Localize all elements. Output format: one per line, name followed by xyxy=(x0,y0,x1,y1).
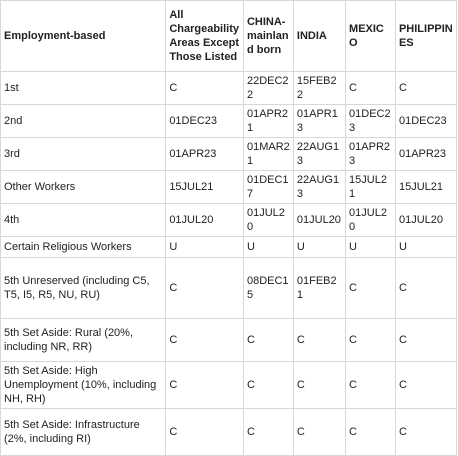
cell-all: 01APR23 xyxy=(166,138,244,171)
table-row xyxy=(1,171,457,204)
header-india: INDIA xyxy=(293,1,345,72)
cell-india: U xyxy=(293,237,345,258)
cell-india: 01JUL20 xyxy=(293,204,345,237)
cell-china: C xyxy=(243,362,293,409)
cell-all: C xyxy=(166,319,244,362)
table-row xyxy=(1,204,457,237)
cell-mexico: C xyxy=(346,409,396,456)
table-row xyxy=(1,319,457,362)
table-row xyxy=(1,105,457,138)
row-label: 1st xyxy=(1,72,166,105)
cell-all: C xyxy=(166,258,244,319)
cell-china: U xyxy=(243,237,293,258)
row-label: 5th Set Aside: Infrastructure (2%, including RI) xyxy=(1,409,166,456)
cell-india: C xyxy=(293,362,345,409)
cell-all: 15JUL21 xyxy=(166,171,244,204)
cell-mexico: U xyxy=(346,237,396,258)
cell-india: 15FEB22 xyxy=(293,72,345,105)
header-all-chargeability: All Chargeability Areas Except Those Listed xyxy=(166,1,244,72)
cell-india: C xyxy=(293,319,345,362)
cell-china: 01DEC17 xyxy=(243,171,293,204)
cell-all: C xyxy=(166,72,244,105)
cell-philippines: U xyxy=(395,237,456,258)
table-row xyxy=(1,409,457,456)
cell-china: 01JUL20 xyxy=(243,204,293,237)
cell-india: 01FEB21 xyxy=(293,258,345,319)
cell-india: C xyxy=(293,409,345,456)
row-label: 3rd xyxy=(1,138,166,171)
row-label: 5th Set Aside: Rural (20%, including NR, RR) xyxy=(1,319,166,362)
table-row xyxy=(1,72,457,105)
table-row xyxy=(1,362,457,409)
table-row xyxy=(1,138,457,171)
cell-philippines: C xyxy=(395,409,456,456)
cell-mexico: C xyxy=(346,258,396,319)
cell-india: 22AUG13 xyxy=(293,138,345,171)
cell-india: 01APR13 xyxy=(293,105,345,138)
cell-mexico: C xyxy=(346,362,396,409)
cell-philippines: 15JUL21 xyxy=(395,171,456,204)
cell-mexico: C xyxy=(346,72,396,105)
cell-philippines: 01JUL20 xyxy=(395,204,456,237)
cell-mexico: 01DEC23 xyxy=(346,105,396,138)
cell-all: C xyxy=(166,409,244,456)
cell-china: C xyxy=(243,319,293,362)
cell-all: 01DEC23 xyxy=(166,105,244,138)
cell-mexico: 01JUL20 xyxy=(346,204,396,237)
cell-all: C xyxy=(166,362,244,409)
cell-philippines: 01DEC23 xyxy=(395,105,456,138)
header-mexico: MEXICO xyxy=(346,1,396,72)
cell-china: 22DEC22 xyxy=(243,72,293,105)
row-label: 5th Unreserved (including C5, T5, I5, R5, NU, RU) xyxy=(1,258,166,319)
cell-china: C xyxy=(243,409,293,456)
cell-china: 08DEC15 xyxy=(243,258,293,319)
cell-india: 22AUG13 xyxy=(293,171,345,204)
row-label: 2nd xyxy=(1,105,166,138)
row-label: 4th xyxy=(1,204,166,237)
cell-philippines: C xyxy=(395,72,456,105)
cell-mexico: 01APR23 xyxy=(346,138,396,171)
row-label: 5th Set Aside: High Unemployment (10%, including NH, RH) xyxy=(1,362,166,409)
cell-philippines: C xyxy=(395,362,456,409)
row-label: Certain Religious Workers xyxy=(1,237,166,258)
cell-mexico: C xyxy=(346,319,396,362)
cell-all: U xyxy=(166,237,244,258)
cell-china: 01MAR21 xyxy=(243,138,293,171)
cell-philippines: C xyxy=(395,319,456,362)
row-label: Other Workers xyxy=(1,171,166,204)
cell-mexico: 15JUL21 xyxy=(346,171,396,204)
cell-all: 01JUL20 xyxy=(166,204,244,237)
table-row xyxy=(1,237,457,258)
table-row xyxy=(1,258,457,319)
header-philippines: PHILIPPINES xyxy=(395,1,456,72)
cell-china: 01APR21 xyxy=(243,105,293,138)
cell-philippines: 01APR23 xyxy=(395,138,456,171)
header-china: CHINA-mainland born xyxy=(243,1,293,72)
header-row xyxy=(1,1,457,72)
header-employment-based: Employment-based xyxy=(1,1,166,72)
cell-philippines: C xyxy=(395,258,456,319)
